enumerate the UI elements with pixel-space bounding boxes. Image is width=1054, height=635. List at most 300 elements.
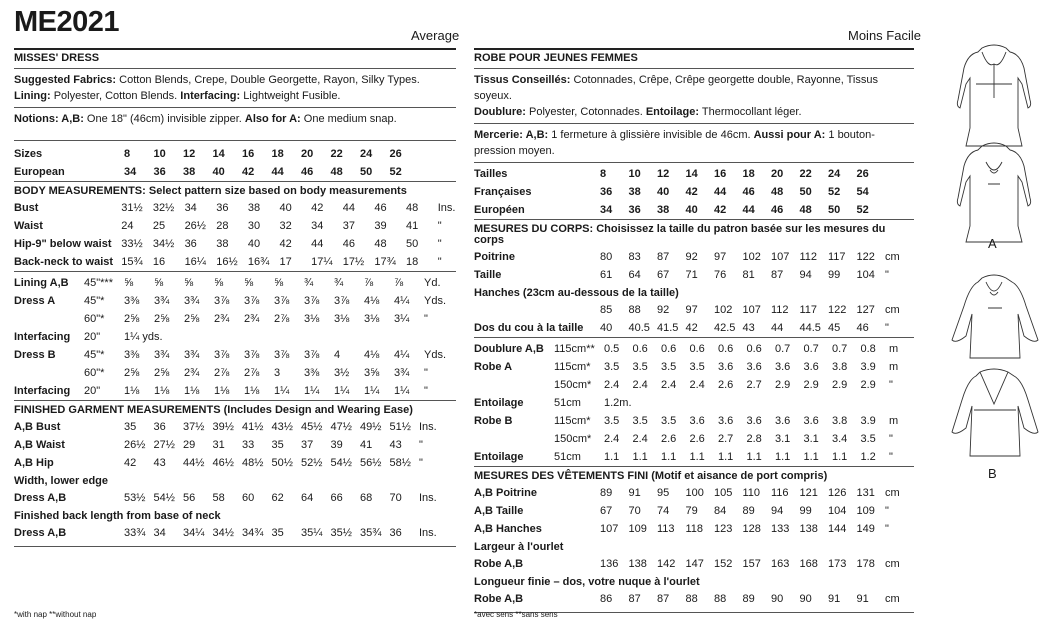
hanches-heading-fr: Hanches (23cm au-dessous de la taille) (474, 287, 679, 299)
cell-value: 105 (714, 486, 733, 499)
cell-value: 34 (600, 203, 613, 216)
cell-value: 1.1 (746, 450, 762, 463)
cell-value: 33¾ (124, 526, 146, 539)
table-row (14, 217, 456, 235)
cell-value: 41 (360, 438, 373, 451)
table-row (14, 292, 456, 310)
cell-value: 99 (799, 504, 812, 517)
cell-value: 26 (856, 167, 869, 180)
unit: " (885, 522, 889, 535)
cell-value: 1⅛ (214, 384, 230, 397)
cell-value: 4¼ (394, 348, 410, 361)
cell-value: 70 (628, 504, 641, 517)
cell-value: 1⅛ (154, 384, 170, 397)
cell-value: 2.4 (632, 378, 648, 391)
cell-value: 3⅞ (214, 348, 230, 361)
cell-value: 10 (628, 167, 641, 180)
cell-value: 118 (685, 522, 704, 535)
cell-value: 61 (600, 268, 613, 281)
row-text: 1¼ yds. (124, 330, 163, 343)
body-table-fr (474, 248, 914, 284)
cell-value: 89 (742, 592, 755, 605)
table-row (14, 489, 456, 507)
table-row (474, 376, 914, 394)
row-label (474, 301, 600, 319)
unit: Ins. (437, 201, 456, 214)
cell-value: 16 (714, 167, 727, 180)
cell-value: ¾ (334, 276, 344, 289)
cell-value: 2⅝ (124, 312, 140, 325)
table-row (474, 319, 914, 337)
cell-value: 149 (856, 522, 875, 535)
cell-value: 1.1 (632, 450, 648, 463)
cell-value: 0.8 (860, 342, 876, 355)
view-a-label: A (988, 236, 997, 251)
cell-value: 3 (274, 366, 281, 379)
cell-value: 30 (247, 219, 261, 232)
cell-value: 116 (771, 486, 789, 499)
cell-value: 10 (153, 147, 166, 160)
cell-value: 18 (742, 167, 755, 180)
cell-value: 3.9 (860, 360, 876, 373)
cell-value: 44 (311, 237, 324, 250)
cell-value: 17½ (342, 255, 365, 268)
cell-value: 3.6 (689, 414, 705, 427)
cell-value: 0.6 (746, 342, 762, 355)
cell-value: 126 (828, 486, 847, 499)
cell-value: 107 (771, 250, 790, 263)
cell-value: 3.6 (803, 360, 819, 373)
cell-value: 54½ (330, 456, 352, 469)
unit: Ins. (419, 491, 437, 504)
cell-value: 3.6 (746, 414, 762, 427)
cell-value: 3¾ (154, 348, 170, 361)
cell-value: 49½ (360, 420, 382, 433)
cell-value: 8 (600, 167, 607, 180)
cell-value: 46½ (212, 456, 234, 469)
length-heading-fr: Longueur finie – dos, votre nuque à l'ourlet (474, 576, 700, 588)
cell-value: 3.5 (661, 414, 677, 427)
pattern-code: ME2021 (14, 6, 120, 38)
cell-value: 41½ (242, 420, 264, 433)
cell-value: 46 (856, 321, 869, 334)
body-table-en (14, 199, 456, 271)
yardage-table-en (14, 274, 456, 400)
cell-value: ⅝ (244, 276, 254, 289)
table-row (474, 412, 914, 430)
cell-value: 163 (771, 557, 790, 570)
cell-value: 3.8 (832, 360, 848, 373)
cell-value: 109 (628, 522, 647, 535)
cell-value: 58 (212, 491, 225, 504)
cell-value: 31½ (121, 201, 143, 214)
cell-value: 3⅞ (274, 294, 290, 307)
unit: Ins. (419, 526, 437, 539)
length-heading-en: Finished back length from base of neck (14, 510, 221, 522)
cell-value: 38 (628, 185, 641, 198)
fabric-width: 45"*** (84, 276, 113, 289)
cell-value: 35¼ (301, 526, 323, 539)
cell-value: 89 (742, 504, 755, 517)
row-label: Dress A,B (14, 526, 67, 539)
cell-value: 41.5 (657, 321, 679, 334)
cell-value: 3⅛ (364, 312, 380, 325)
unit: " (419, 438, 423, 451)
row-label: A,B Poitrine (474, 486, 537, 499)
cell-value: 17¾ (374, 255, 396, 268)
cell-value: 3⅞ (304, 294, 320, 307)
table-row (474, 520, 914, 538)
cell-value: 102 (742, 250, 761, 263)
cell-value: 50 (828, 203, 841, 216)
table-row (474, 430, 914, 448)
yardage-table-fr (474, 340, 914, 466)
cell-value: 92 (685, 250, 698, 263)
cell-value: 16¾ (247, 255, 270, 268)
unit: " (419, 456, 423, 469)
row-label (14, 310, 84, 328)
cell-value: 138 (799, 522, 818, 535)
cell-value: 33 (242, 438, 255, 451)
cell-value: 2.9 (860, 378, 876, 391)
cell-value: 123 (714, 522, 733, 535)
row-label: Hip-9" below waist (14, 237, 112, 250)
cell-value: 90 (799, 592, 812, 605)
unit: cm (885, 250, 900, 263)
unit: m (889, 414, 899, 427)
cell-value: 178 (856, 557, 875, 570)
unit: " (437, 219, 442, 232)
hanches-table-fr (474, 301, 914, 337)
unit: " (889, 432, 893, 445)
row-label: Bust (14, 201, 39, 214)
cell-value: 35 (271, 526, 284, 539)
fabric-width: 51cm (554, 450, 581, 463)
cell-value: 3.5 (860, 432, 876, 445)
cell-value: 38 (183, 165, 196, 178)
row-label: A,B Taille (474, 504, 524, 517)
unit (885, 201, 914, 219)
finished-table-fr (474, 484, 914, 538)
row-label: Dress A,B (14, 491, 67, 504)
unit: " (889, 450, 893, 463)
unit (885, 165, 914, 183)
cell-value: 2⅞ (244, 366, 260, 379)
cell-value: 39 (330, 438, 343, 451)
cell-value: 40 (212, 165, 225, 178)
cell-value: 0.6 (689, 342, 705, 355)
cell-value: 44.5 (799, 321, 821, 334)
cell-value: 2.9 (832, 378, 848, 391)
table-row (14, 418, 456, 436)
row-label: Robe B (474, 414, 513, 427)
cell-value: 99 (828, 268, 841, 281)
cell-value: 121 (799, 486, 818, 499)
cell-value: 91 (628, 486, 641, 499)
cell-value: 60 (242, 491, 255, 504)
cell-value: 48 (374, 237, 387, 250)
cell-value: 44 (771, 321, 784, 334)
cell-value: 3.6 (803, 414, 819, 427)
cell-value: 34 (124, 165, 137, 178)
table-row (14, 145, 456, 163)
unit: " (889, 378, 893, 391)
cell-value: 3¼ (394, 312, 410, 325)
cell-value: 76 (714, 268, 727, 281)
cell-value: 3¾ (394, 366, 410, 379)
difficulty-fr: Moins Facile (848, 28, 921, 43)
cell-value: 117 (828, 250, 846, 263)
garment-sketches (944, 38, 1044, 498)
cell-value: 87 (657, 592, 670, 605)
cell-value: 40 (279, 201, 292, 214)
row-label: A,B Hanches (474, 522, 542, 535)
table-row (474, 266, 914, 284)
unit: " (437, 237, 442, 250)
cell-value: 16 (242, 147, 255, 160)
cell-value: 42 (714, 203, 727, 216)
cell-value: 4¼ (394, 294, 410, 307)
row-label: Taille (474, 268, 502, 281)
cell-value: 46 (742, 185, 755, 198)
cell-value: 36 (628, 203, 641, 216)
cell-value: 3⅜ (304, 366, 320, 379)
cell-value: 2.8 (746, 432, 762, 445)
cell-value: 66 (330, 491, 343, 504)
unit: Yd. (424, 276, 441, 289)
french-column (474, 48, 914, 613)
cell-value: 34 (311, 219, 324, 232)
cell-value: 14 (685, 167, 698, 180)
cell-value: 4 (334, 348, 341, 361)
row-label: Interfacing (14, 330, 71, 343)
cell-value: 83 (628, 250, 641, 263)
cell-value: 3⅝ (364, 366, 380, 379)
table-row (14, 328, 456, 346)
cell-value: 3.9 (860, 414, 876, 427)
table-row (14, 199, 456, 217)
cell-value: 3¾ (184, 348, 200, 361)
cell-value: 43½ (271, 420, 293, 433)
cell-value: 112 (771, 303, 789, 316)
cell-value: 42 (242, 165, 255, 178)
cell-value: 2.4 (632, 432, 648, 445)
cell-value: 38 (216, 237, 229, 250)
cell-value: 3⅞ (244, 294, 260, 307)
cell-value: 2.7 (718, 432, 734, 445)
cell-value: 3.5 (661, 360, 677, 373)
table-row (14, 454, 456, 472)
cell-value: ⅞ (394, 276, 404, 289)
unit: cm (885, 557, 900, 570)
cell-value: 2.6 (718, 378, 734, 391)
cell-value: 157 (742, 557, 761, 570)
cell-value: 142 (657, 557, 676, 570)
finished-table-en (14, 418, 456, 472)
cell-value: 87 (657, 250, 670, 263)
cell-value: 43 (742, 321, 755, 334)
row-label: A,B Waist (14, 438, 65, 451)
row-label: Interfacing (14, 384, 71, 397)
cell-value: 2⅞ (214, 366, 230, 379)
cell-value: 152 (714, 557, 733, 570)
cell-value: 2¾ (214, 312, 230, 325)
row-label: Entoilage (474, 450, 524, 463)
cell-value: 46 (301, 165, 314, 178)
width-table-en (14, 489, 456, 507)
unit: " (885, 504, 889, 517)
cell-value: 1⅛ (184, 384, 200, 397)
cell-value: 36 (153, 165, 166, 178)
cell-value: 1¼ (304, 384, 320, 397)
cell-value: 24 (360, 147, 373, 160)
cell-value: 45 (828, 321, 841, 334)
cell-value: 20 (301, 147, 314, 160)
cell-value: 40 (600, 321, 613, 334)
sizes-table-fr (474, 165, 914, 219)
table-row (474, 340, 914, 358)
cell-value: 3.8 (832, 414, 848, 427)
cell-value: 112 (799, 250, 818, 263)
cell-value: 131 (856, 486, 875, 499)
cell-value: 97 (714, 250, 727, 263)
cell-value: 91 (828, 592, 841, 605)
cell-value: 34 (184, 201, 197, 214)
unit: " (885, 268, 889, 281)
view-a-front-sketch (957, 45, 1030, 146)
cell-value: 1.1 (689, 450, 705, 463)
cell-value: 1.1 (832, 450, 848, 463)
cell-value: 28 (216, 219, 229, 232)
cell-value: 3⅛ (334, 312, 350, 325)
cell-value: 3.4 (832, 432, 848, 445)
english-column (14, 48, 456, 547)
cell-value: 92 (657, 303, 670, 316)
cell-value: 36 (153, 420, 166, 433)
cell-value: 41 (406, 219, 419, 232)
table-row (14, 346, 456, 364)
table-row (474, 484, 914, 502)
table-row (474, 555, 914, 573)
cell-value: 17 (279, 255, 292, 268)
cell-value: 62 (271, 491, 284, 504)
cell-value: 56 (183, 491, 196, 504)
cell-value: 40 (685, 203, 698, 216)
cell-value: 88 (628, 303, 641, 316)
width-heading-fr: Largeur à l'ourlet (474, 541, 564, 553)
cell-value: 147 (685, 557, 704, 570)
cell-value: 16½ (216, 255, 238, 268)
cell-value: 122 (856, 250, 875, 263)
cell-value: 2⅞ (274, 312, 290, 325)
cell-value: 2.6 (689, 432, 705, 445)
cell-value: 32 (279, 219, 292, 232)
view-b-front-sketch (952, 275, 1038, 358)
cell-value: 48 (330, 165, 343, 178)
cell-value: 2⅝ (124, 366, 140, 379)
difficulty-en: Average (411, 28, 460, 43)
cell-value: 27½ (153, 438, 175, 451)
cell-value: 138 (628, 557, 647, 570)
cell-value: 3⅜ (124, 294, 140, 307)
cell-value: 2.4 (661, 378, 677, 391)
cell-value: 4⅛ (364, 348, 380, 361)
table-row (474, 502, 914, 520)
cell-value: 50 (406, 237, 419, 250)
unit (419, 145, 456, 163)
fabric-width: 20" (84, 384, 101, 397)
table-row (474, 201, 914, 219)
cell-value: 46 (771, 203, 784, 216)
cell-value: 0.6 (718, 342, 734, 355)
table-row (14, 235, 456, 253)
cell-value: ⅞ (364, 276, 374, 289)
row-label: European (14, 165, 65, 178)
length-table-fr (474, 590, 914, 608)
footnote-fr: *avec sens **sans sens (474, 610, 558, 619)
table-row (14, 364, 456, 382)
cell-value: 48½ (242, 456, 264, 469)
cell-value: 39 (374, 219, 387, 232)
cell-value: 168 (799, 557, 818, 570)
cell-value: 52 (856, 203, 869, 216)
cell-value: ⅝ (274, 276, 284, 289)
cell-value: 79 (685, 504, 698, 517)
cell-value: 45½ (301, 420, 323, 433)
cell-value: 1.2 (860, 450, 876, 463)
notions-en: Notions: A,B: One 18" (46cm) invisible zipper. Also for A: One medium snap. (14, 113, 397, 125)
cell-value: 52 (828, 185, 841, 198)
table-row (14, 253, 456, 271)
cell-value: 3¾ (184, 294, 200, 307)
cell-value: 2.7 (746, 378, 762, 391)
cell-value: 2⅝ (154, 312, 170, 325)
title-fr: ROBE POUR JEUNES FEMMES (474, 52, 638, 64)
table-row (14, 310, 456, 328)
cell-value: 26½ (124, 438, 146, 451)
fabric-width: 45"* (84, 348, 105, 361)
cell-value: 34½ (212, 526, 234, 539)
cell-value: 3¾ (154, 294, 170, 307)
cell-value: 42 (685, 321, 698, 334)
fabric-width: 45"* (84, 294, 105, 307)
cell-value: 2⅝ (154, 366, 170, 379)
cell-value: 3½ (334, 366, 350, 379)
cell-value: 1.1 (661, 450, 677, 463)
unit: cm (885, 303, 900, 316)
row-label: Dress B (14, 348, 56, 361)
view-b-back-sketch (952, 369, 1038, 456)
table-row (474, 183, 914, 201)
cell-value: 113 (657, 522, 675, 535)
cell-value: 42 (279, 237, 292, 250)
cell-value: 43 (153, 456, 166, 469)
cell-value: 42.5 (714, 321, 736, 334)
cell-value: 1¼ (334, 384, 350, 397)
sizes-table-en (14, 145, 456, 181)
cell-value: 34 (153, 526, 166, 539)
unit: Ins. (419, 420, 437, 433)
cell-value: 64 (301, 491, 314, 504)
row-label: Européen (474, 203, 525, 216)
cell-value: 22 (799, 167, 812, 180)
cell-value: 2¾ (244, 312, 260, 325)
table-row (474, 394, 914, 412)
unit: cm (885, 592, 900, 605)
fabrics-fr: Tissus Conseillés: Cotonnades, Crêpe, Crêpe georgette double, Rayonne, Tissus soyeux. Doublure: Polyester, Cotonnades. Entoilage: Thermocollant léger. (474, 74, 878, 118)
cell-value: 36 (184, 237, 197, 250)
cell-value: 1¼ (364, 384, 380, 397)
